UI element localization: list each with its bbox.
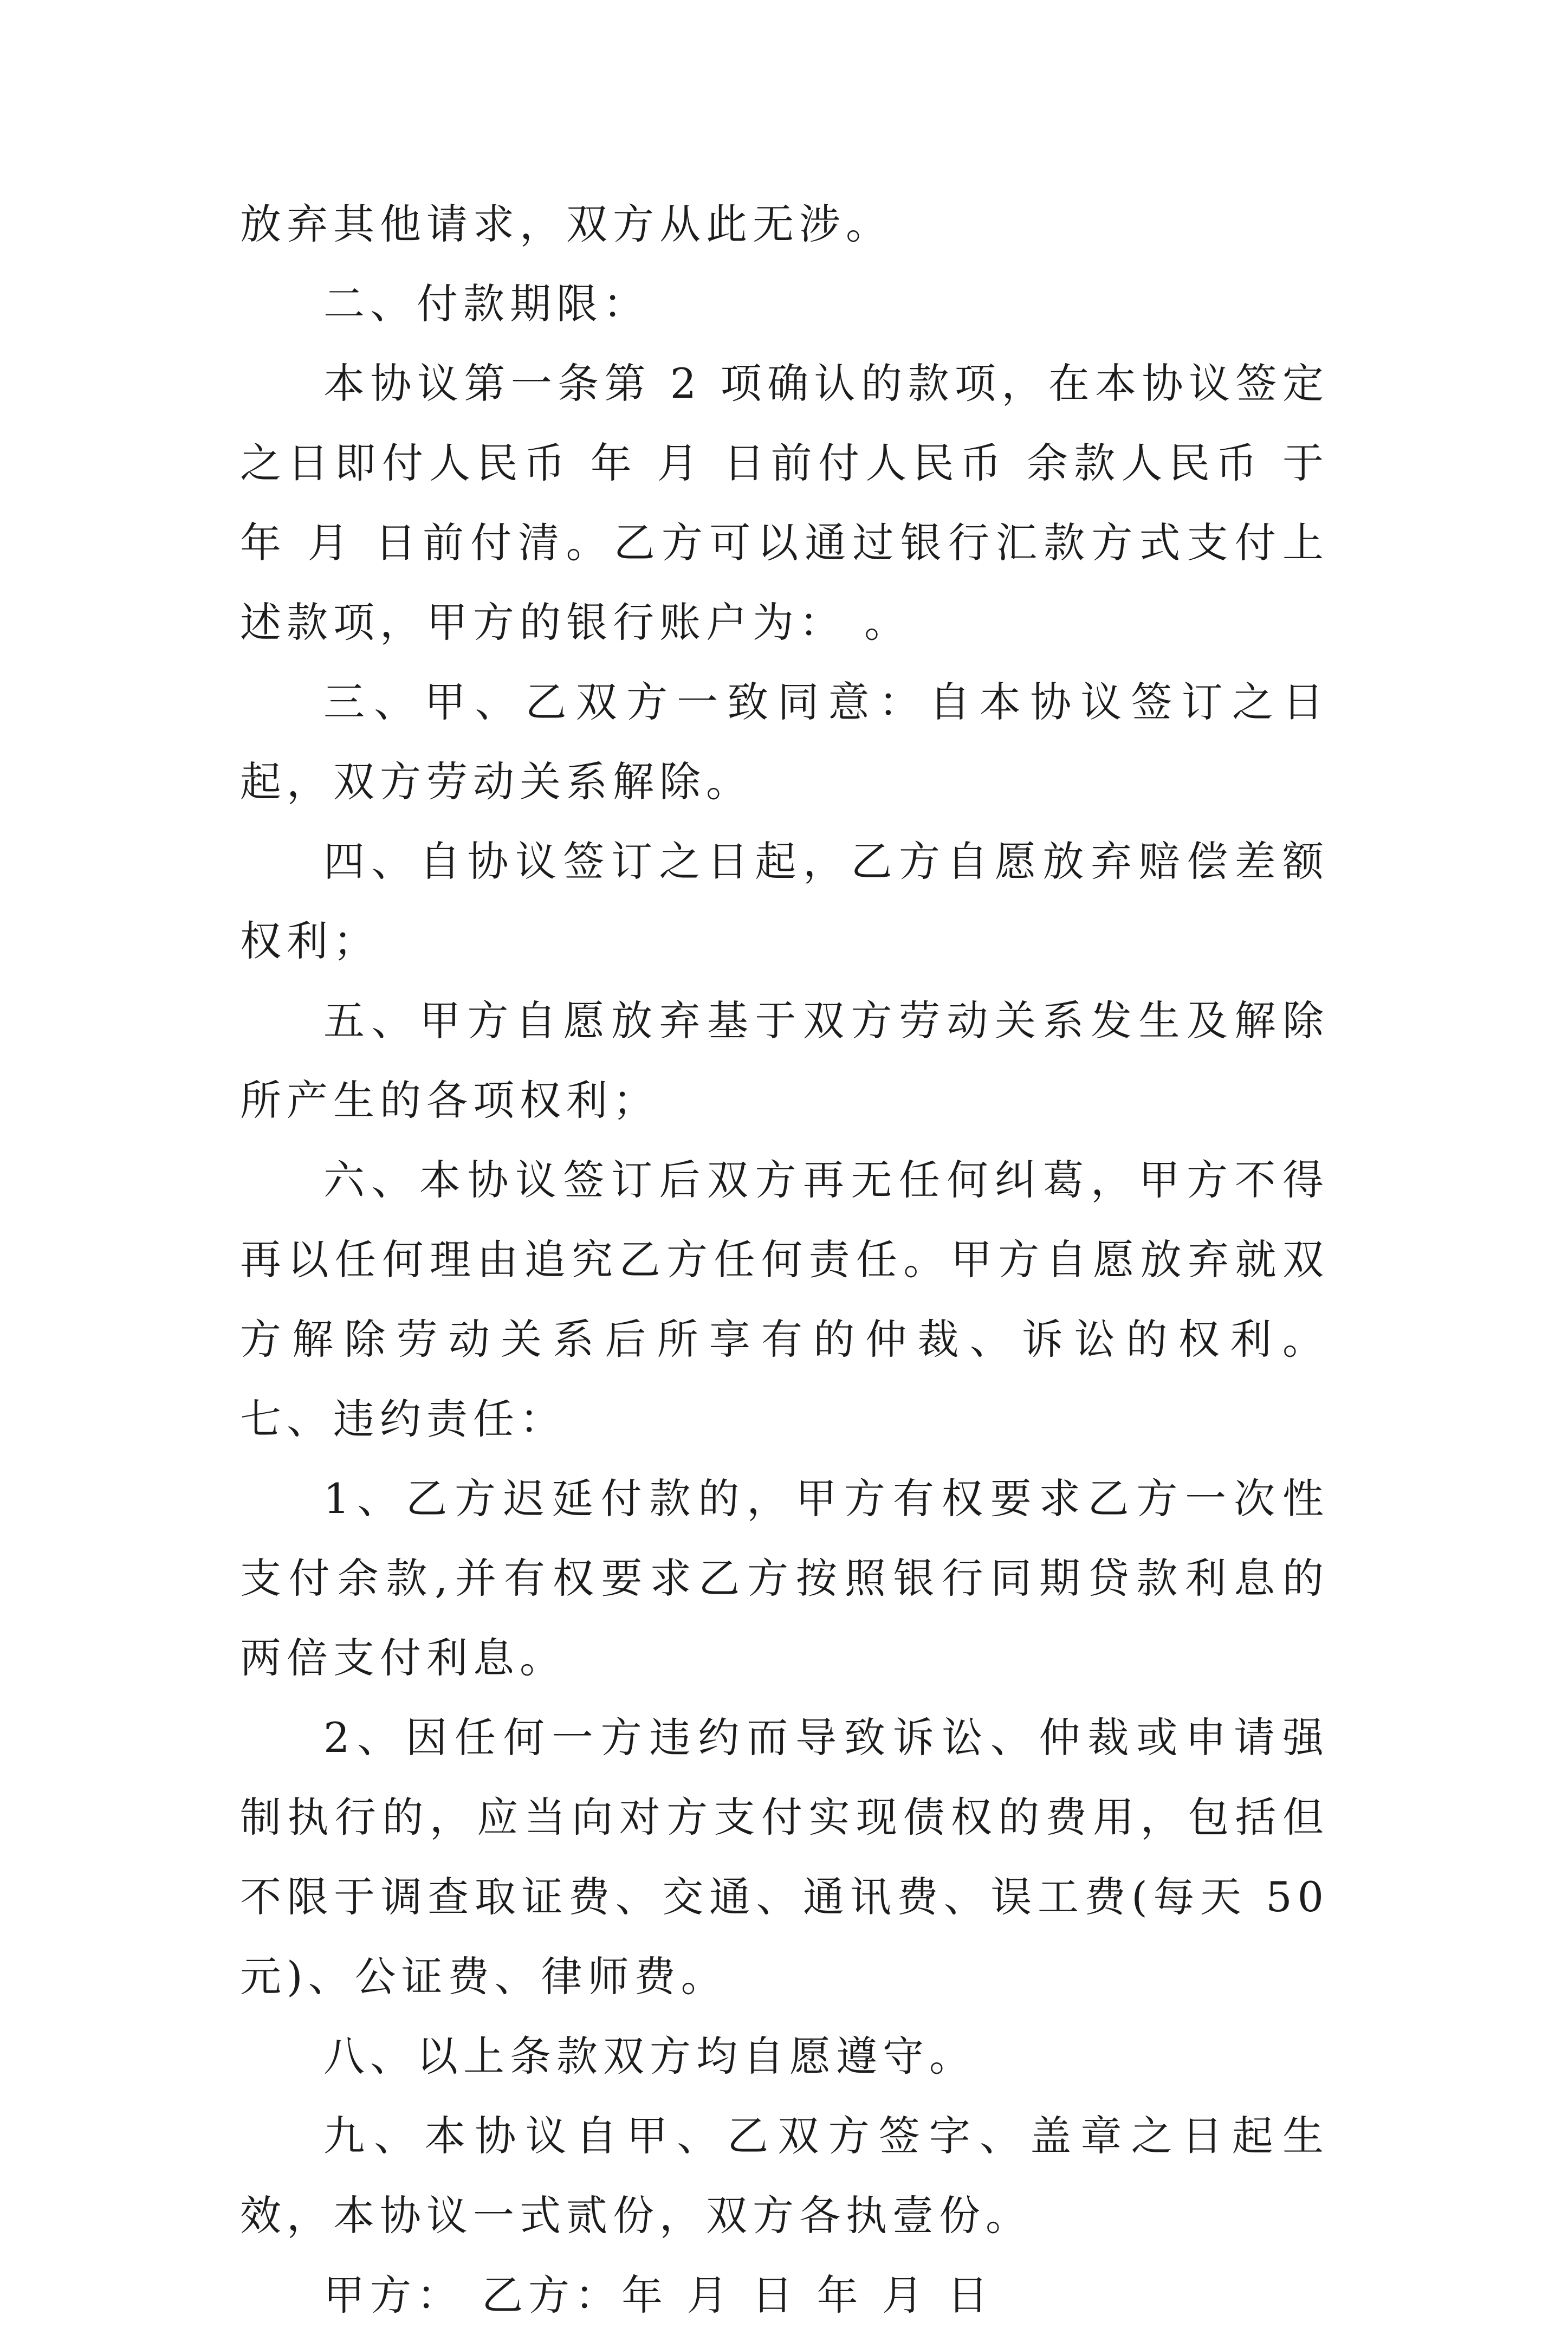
section-heading-payment-term: 二、付款期限：	[323, 280, 650, 328]
signature-line: 甲方： 乙方：年 月 日 年 月 日	[323, 2271, 994, 2319]
clause-six-seven: 六、本协议签订后双方再无任何纠葛，甲方不得再以任何理由追究乙方任何责任。甲方自愿放弃就双方解除劳动关系后所享有的仲裁、诉讼的权利。 七、违约责任：	[240, 1156, 1329, 1443]
clause-five: 五、甲方自愿放弃基于双方劳动关系发生及解除所产生的各项权利；	[240, 997, 1329, 1124]
paragraph-payment-details: 本协议第一条第 2 项确认的款项，在本协议签定之日即付人民币 年 月 日前付人民币 余款人民币 于 年 月 日前付清。乙方可以通过银行汇款方式支付上述款项，甲方的银行账户为： 。	[240, 359, 1329, 646]
liability-item-2: 2、因任何一方违约而导致诉讼、仲裁或申请强制执行的，应当向对方支付实现债权的费用，包括但不限于调查取证费、交通、通讯费、误工费(每天 50 元)、公证费、律师费。	[240, 1713, 1329, 2001]
clause-three: 三、甲、乙双方一致同意：自本协议签订之日起，双方劳动关系解除。	[240, 678, 1329, 806]
paragraph-continuation: 放弃其他请求，双方从此无涉。	[240, 200, 892, 248]
document-body	[240, 184, 1329, 2335]
liability-item-1: 1、乙方迟延付款的，甲方有权要求乙方一次性支付余款,并有权要求乙方按照银行同期贷款利息的两倍支付利息。	[240, 1474, 1329, 1682]
clause-eight: 八、以上条款双方均自愿遵守。	[323, 2032, 976, 2080]
clause-four: 四、自协议签订之日起，乙方自愿放弃赔偿差额权利；	[240, 837, 1329, 965]
clause-nine: 九、本协议自甲、乙双方签字、盖章之日起生效，本协议一式贰份，双方各执壹份。	[240, 2112, 1329, 2240]
